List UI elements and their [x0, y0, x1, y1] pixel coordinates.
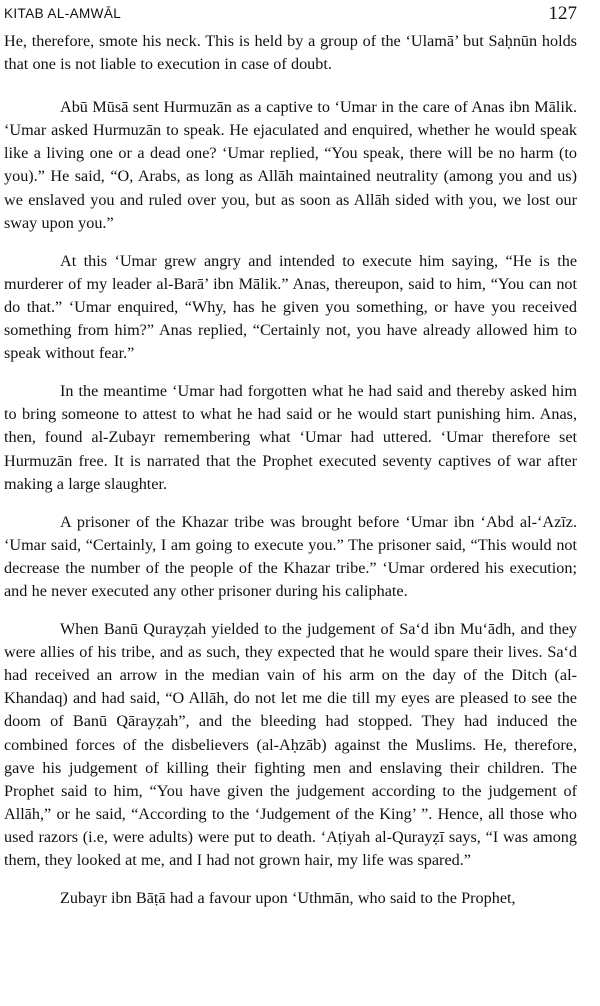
- running-header: [4, 4, 577, 28]
- paragraph-khazar-prisoner: A prisoner of the Khazar tribe was brought before ‘Umar ibn ‘Abd al-‘Azīz. ‘Umar said, “Certainly, I am going to execute you.” The prisoner said, “This would not decrease the number of the people of the Khazar tribe.” ‘Umar ordered his execution; and he never executed any other prisoner during his caliphate.: [4, 512, 577, 600]
- body-text: [4, 30, 577, 925]
- paragraph-continuation: He, therefore, smote his neck. This is held by a group of the ‘Ulamā’ but Saḥnūn holds that one is not liable to execution in case of doubt.: [4, 32, 577, 74]
- paragraph-umar-angry: At this ‘Umar grew angry and intended to execute him saying, “He is the murderer of my leader al-Barā’ ibn Mālik.” Anas, thereupon, said to him, “You can not do that.” ‘Umar enquired, “Why, has he given you something, or have you received something from him?” Anas replied, “Certainly not, you have already allowed him to speak without fear.”: [4, 251, 577, 363]
- running-title: KITAB AL-AMWĀL: [4, 6, 122, 21]
- page-number: 127: [548, 3, 577, 24]
- paragraph-hurmuzan-freed: In the meantime ‘Umar had forgotten what he had said and thereby asked him to bring someone to attest to what he had said or he would start punishing him. Anas, then, found al-Zubayr remembering what ‘Umar had uttered. ‘Umar therefore set Hurmuzān free. It is narrated that the Prophet executed seventy captives of war after making a large slaughter.: [4, 382, 577, 493]
- paragraph-hurmuzan-captive: Abū Mūsā sent Hurmuzān as a captive to ‘Umar in the care of Anas ibn Mālik. ‘Umar asked Hurmuzān to speak. He ejaculated and enquired, whether he would speak like a living one or a dead one? ‘Umar replied, “You speak, there will be no harm (to you).” He said, “O, Arabs, as long as Allāh maintained neutrality (among you and us) we enslaved you and ruled over you, but as soon as Allāh sided with you, we lost our sway upon you.”: [4, 98, 577, 232]
- paragraph-banu-qurayzah: When Banū Qurayẓah yielded to the judgement of Sa‘d ibn Mu‘ādh, and they were allies of his tribe, and as such, they expected that he would spare their lives. Sa‘d had received an arrow in the median vain of his arm on the day of the Ditch (al-Khandaq) and had said, “O Allāh, do not let me die till my eyes are pleased to see the doom of Banū Qārayẓah”, and the bleeding had stopped. They had induced the combined forces of the disbelievers (al-Aḥzāb) against the Muslims. He, therefore, gave his judgement of killing their fighting men and enslaving their children. The Prophet said to him, “You have given the judgement according to the judgement of Allāh,” or he said, “According to the ‘Judgement of the King’ ”. Hence, all those who used razors (i.e, were adults) were put to death. ‘Aṭiyah al-Qurayẓī says, “I was among them, they looked at me, and I had not grown hair, my life was spared.”: [4, 620, 577, 869]
- paragraph-zubayr-ibn-bata: Zubayr ibn Bāṭā had a favour upon ‘Uthmān, who said to the Prophet,: [60, 889, 516, 908]
